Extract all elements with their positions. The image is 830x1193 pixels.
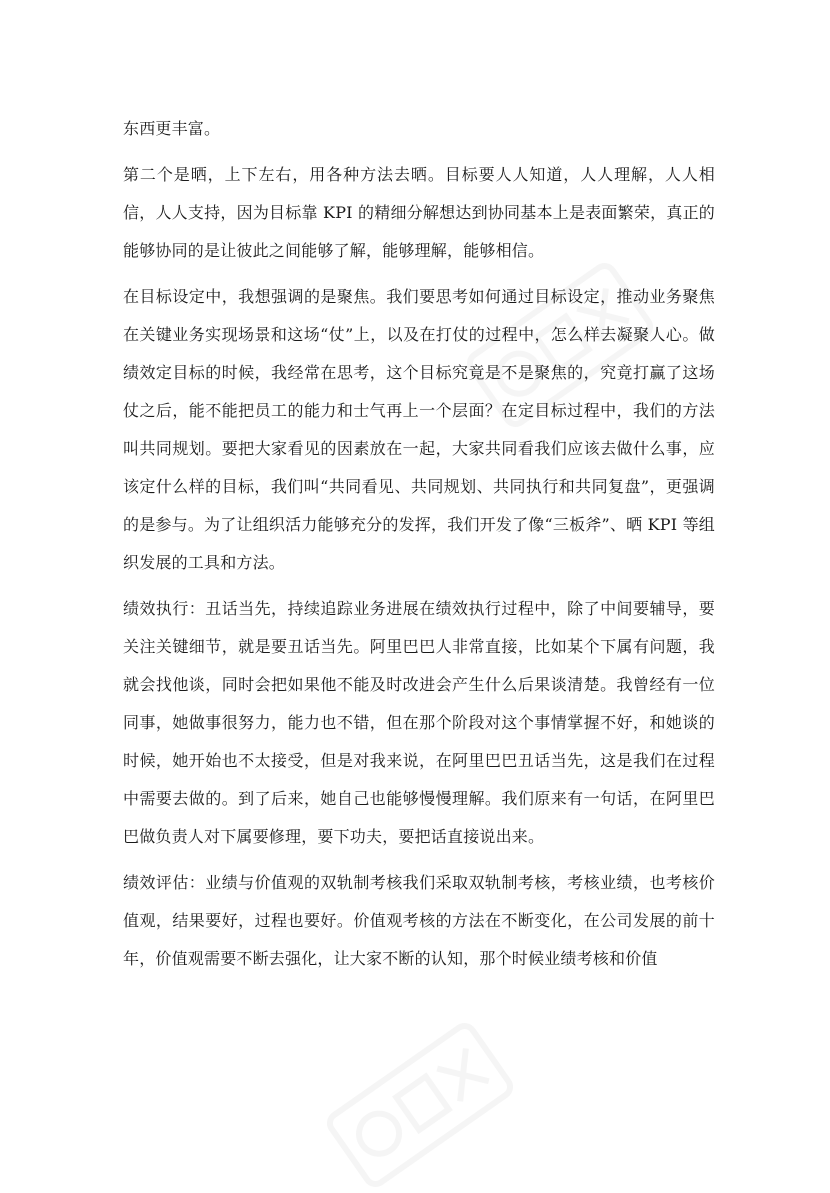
- body-text: [123, 110, 715, 978]
- paragraph-performance-execution: 绩效执行：丑话当先，持续追踪业务进展在绩效执行过程中，除了中间要辅导，要关注关键细节，就是要丑话当先。阿里巴巴人非常直接，比如某个下属有问题，我就会找他谈，同时会把如果他不能及时改进会产生什么后果谈清楚。我曾经有一位同事，她做事很努力，能力也不错，但在那个阶段对这个事情掌握不好，和她谈的时候，她开始也不太接受，但是对我来说，在阿里巴巴丑话当先，这是我们在过程中需要去做的。到了后来，她自己也能够慢慢理解。我们原来有一句话，在阿里巴巴做负责人对下属要修理，要下功夫，要把话直接说出来。: [123, 599, 715, 846]
- paragraph-continuation: 东西更丰富。: [123, 119, 221, 138]
- paragraph-shai: 第二个是晒，上下左右，用各种方法去晒。目标要人人知道，人人理解，人人相信，人人支持，因为目标靠 KPI 的精细分解想达到协同基本上是表面繁荣，真正的能够协同的是让彼此之间能够了解，能够理解，能够相信。: [123, 165, 715, 260]
- paragraph-performance-evaluation: 绩效评估：业绩与价值观的双轨制考核我们采取双轨制考核，考核业绩，也考核价值观，结果要好，过程也要好。价值观考核的方法在不断变化，在公司发展的前十年，价值观需要不断去强化，让大家不断的认知，那个时候业绩考核和价值: [123, 873, 715, 968]
- paragraph-goal-setting: 在目标设定中，我想强调的是聚焦。我们要思考如何通过目标设定，推动业务聚焦在关键业务实现场景和这场“仗”上，以及在打仗的过程中，怎么样去凝聚人心。做绩效定目标的时候，我经常在思考，这个目标究竟是不是聚焦的，究竟打赢了这场仗之后，能不能把员工的能力和士气再上一个层面？在定目标过程中，我们的方法叫共同规划。要把大家看见的因素放在一起，大家共同看我们应该去做什么事，应该定什么样的目标，我们叫“共同看见、共同规划、共同执行和共同复盘”，更强调的是参与。为了让组织活力能够充分的发挥，我们开发了像“三板斧”、晒 KPI 等组织发展的工具和方法。: [123, 287, 715, 572]
- watermark-logo: [320, 1017, 519, 1193]
